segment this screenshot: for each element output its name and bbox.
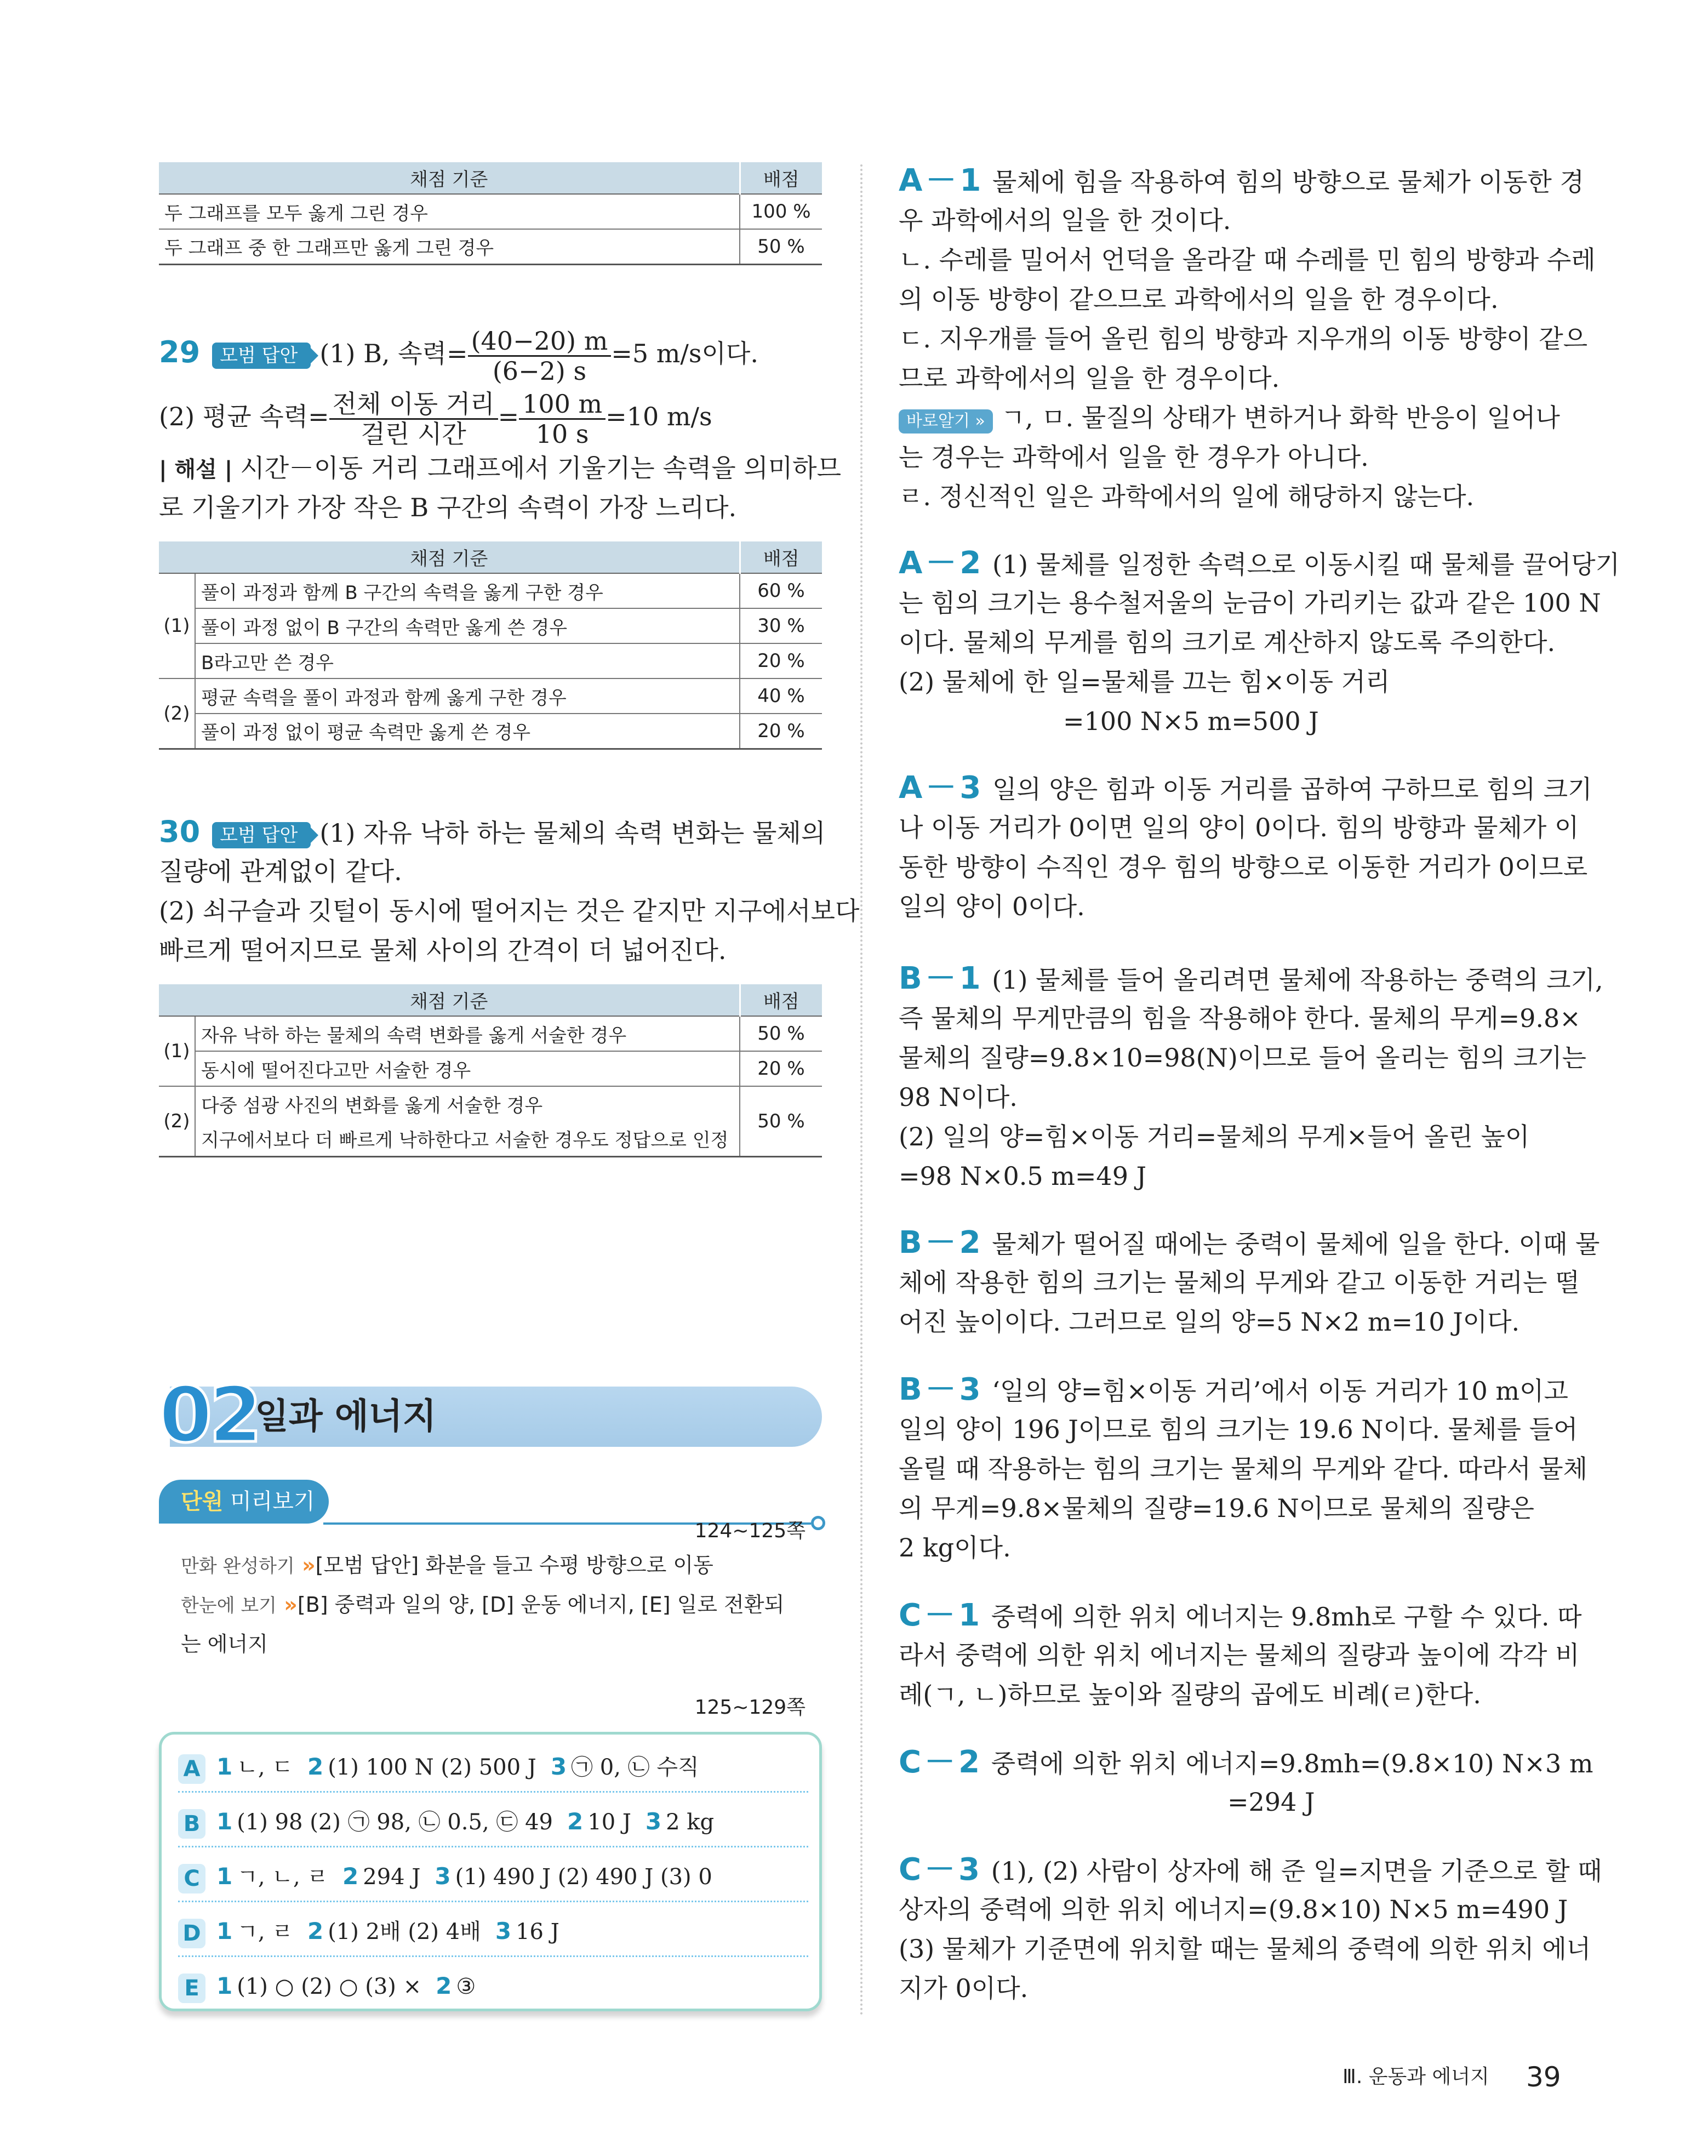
- answer-text: ㄱ, ㄹ: [237, 1919, 293, 1944]
- quick-note-badge: 바로알기 »: [899, 409, 993, 434]
- table-cell: 50 %: [740, 1086, 822, 1156]
- b2-line2: 체에 작용한 힘의 크기는 물체의 무게와 같고 이동한 거리는 떨: [899, 1268, 1580, 1297]
- c3-line3: (3) 물체가 기준면에 위치할 때는 물체의 중력에 의한 위치 에너: [899, 1934, 1591, 1964]
- table-group-label: (2): [159, 678, 195, 749]
- table-header: 채점 기준: [159, 162, 740, 194]
- b1-line2: 즉 물체의 무게만큼의 힘을 작용해야 한다. 물체의 무게=9.8×: [899, 1003, 1581, 1033]
- c2-line2: =294 J: [1227, 1787, 1315, 1817]
- answer-num: 1: [216, 1972, 233, 1999]
- answer-text: ㉠ 0, ㉡ 수직: [571, 1755, 699, 1780]
- a3-line1: [899, 768, 1592, 809]
- q29-text: (1) B, 속력=: [319, 339, 468, 368]
- preview-pages: 125~129쪽: [694, 1696, 806, 1719]
- item-heading: B－1: [899, 961, 984, 996]
- table-header: 배점: [740, 984, 822, 1016]
- a1-line1: [899, 161, 1584, 202]
- c3-line4: 지가 0이다.: [899, 1974, 1029, 2003]
- table-cell: 50 %: [740, 229, 822, 264]
- preview-row-text: [모범 답안] 화분을 들고 수평 방향으로 이동: [315, 1553, 713, 1577]
- table-cell: 20 %: [740, 643, 822, 678]
- answer-row-b: [178, 1796, 808, 1847]
- b1-line4: 98 N이다.: [899, 1082, 1018, 1112]
- answer-letter: E: [178, 1974, 205, 2003]
- fraction-denominator: (6−2) s: [492, 356, 587, 386]
- fraction-numerator: 100 m: [519, 390, 605, 420]
- model-answer-badge: 모범 답안: [212, 343, 311, 369]
- item-heading: C－1: [899, 1598, 984, 1633]
- answer-text: ㄴ, ㄷ: [237, 1755, 293, 1780]
- answer-num: 2: [307, 1918, 324, 1944]
- table-group-label: (1): [159, 1016, 195, 1086]
- table-header: 배점: [740, 541, 822, 573]
- c1-line2: 라서 중력에 의한 위치 에너지는 물체의 질량과 높이에 각각 비: [899, 1640, 1580, 1670]
- q30-answer-line3: (2) 쇠구슬과 깃털이 동시에 떨어지는 것은 같지만 지구에서보다: [159, 896, 860, 926]
- q29-text: =10 m/s: [605, 402, 712, 431]
- scoring-table-28: [159, 162, 822, 265]
- table-cell: 동시에 떨어진다고만 서술한 경우: [195, 1051, 740, 1086]
- b1-line6: =98 N×0.5 m=49 J: [899, 1161, 1147, 1191]
- q29-answer-line2: (2) 평균 속력= $\frac{\text{전체 이동 거리}}{\text{걸린 시간}}$ = $\frac{100 m}{10 s}$ =10 m/s: [159, 389, 712, 449]
- answer-text: 16 J: [516, 1919, 559, 1944]
- c3-line2: 상자의 중력에 의한 위치 에너지=(9.8×10) N×5 m=490 J: [899, 1895, 1568, 1924]
- c3-line1: [899, 1850, 1602, 1891]
- b3-line3: 올릴 때 작용하는 힘의 크기는 물체의 무게와 같다. 따라서 물체: [899, 1454, 1588, 1484]
- a3-line2: 나 이동 거리가 0이면 일의 양이 0이다. 힘의 방향과 물체가 이: [899, 813, 1579, 842]
- fraction-numerator: (40−20) m: [468, 327, 612, 357]
- item-text: 일의 양은 힘과 이동 거리를 곱하여 구하므로 힘의 크기: [992, 774, 1592, 804]
- column-divider: [860, 164, 862, 2017]
- item-text: (1) 물체를 들어 올리려면 물체에 작용하는 중력의 크기,: [992, 965, 1603, 995]
- q29-explanation-line2: 로 기울기가 가장 작은 B 구간의 속력이 가장 느리다.: [159, 493, 737, 522]
- fraction-numerator: 전체 이동 거리: [329, 390, 498, 420]
- answer-letter: D: [178, 1919, 205, 1948]
- preview-row-label: 한눈에 보기: [181, 1595, 277, 1617]
- table-header: 배점: [740, 162, 822, 194]
- table-cell: 60 %: [740, 573, 822, 608]
- item-text: 중력에 의한 위치 에너지는 9.8mh로 구할 수 있다. 따: [991, 1602, 1582, 1632]
- answer-num: 2: [436, 1972, 452, 1999]
- scoring-table-30: [159, 984, 822, 1157]
- table-cell: 20 %: [740, 714, 822, 749]
- item-text: (1), (2) 사람이 상자에 해 준 일=지면을 기준으로 할 때: [991, 1856, 1602, 1886]
- q29-text: =5 m/s이다.: [611, 339, 758, 368]
- question-number: 29: [159, 335, 201, 369]
- preview-row-label: 만화 완성하기: [181, 1555, 295, 1577]
- item-text: (1) 물체를 일정한 속력으로 이동시킬 때 물체를 끌어당기: [992, 550, 1620, 579]
- b2-line3: 어진 높이이다. 그러므로 일의 양=5 N×2 m=10 J이다.: [899, 1307, 1520, 1337]
- b3-line2: 일의 양이 196 J이므로 힘의 크기는 19.6 N이다. 물체를 들어: [899, 1414, 1578, 1444]
- answer-letter: B: [178, 1809, 205, 1839]
- answer-text: 294 J: [363, 1864, 421, 1890]
- fraction: [519, 390, 605, 448]
- answer-letter: C: [178, 1864, 205, 1893]
- fraction: [329, 390, 498, 448]
- explanation-text: 시간－이동 거리 그래프에서 기울기는 속력을 의미하므: [240, 453, 841, 483]
- b1-line3: 물체의 질량=9.8×10=98(N)이므로 들어 올리는 힘의 크기는: [899, 1043, 1586, 1073]
- a3-line3: 동한 방향이 수직인 경우 힘의 방향으로 이동한 거리가 0이므로: [899, 852, 1588, 882]
- a2-line3: 이다. 물체의 무게를 힘의 크기로 계산하지 않도록 주의한다.: [899, 628, 1556, 657]
- item-text: 중력에 의한 위치 에너지=9.8mh=(9.8×10) N×3 m: [991, 1749, 1593, 1778]
- answer-row-c: [178, 1851, 808, 1902]
- answer-text: 2 kg: [666, 1810, 715, 1835]
- item-heading: B－3: [899, 1372, 984, 1407]
- footer-unit-title: Ⅲ. 운동과 에너지: [1343, 2066, 1489, 2088]
- item-heading: A－2: [899, 545, 985, 581]
- b3-line1: [899, 1370, 1568, 1411]
- preview-row-1: 만화 완성하기 »[모범 답안] 화분을 들고 수평 방향으로 이동: [181, 1553, 713, 1577]
- answer-row-e: [178, 1960, 808, 2012]
- table-group-label: (1): [159, 573, 195, 678]
- a2-line2: 는 힘의 크기는 용수철저울의 눈금이 가리키는 값과 같은 100 N: [899, 588, 1601, 618]
- b2-line1: [899, 1223, 1600, 1264]
- q30-answer-line1: [159, 812, 825, 853]
- table-cell: 두 그래프 중 한 그래프만 옳게 그린 경우: [159, 229, 740, 264]
- b3-line5: 2 kg이다.: [899, 1533, 1011, 1562]
- answer-num: 3: [495, 1918, 512, 1944]
- q29-explanation-line1: | 해설 | 시간－이동 거리 그래프에서 기울기는 속력을 의미하므: [159, 453, 841, 483]
- item-heading: A－3: [899, 770, 985, 806]
- answer-summary-box: [159, 1732, 822, 2011]
- a1-line5: ㄷ. 지우개를 들어 올린 힘의 방향과 지우개의 이동 방향이 같으: [899, 324, 1588, 353]
- fraction: [468, 327, 612, 385]
- answer-num: 1: [216, 1918, 233, 1944]
- item-text: 물체에 힘을 작용하여 힘의 방향으로 물체가 이동한 경: [992, 167, 1584, 197]
- c2-line1: [899, 1743, 1593, 1783]
- q30-answer-line2: 질량에 관계없이 같다.: [159, 857, 402, 886]
- table-cell: 풀이 과정과 함께 B 구간의 속력을 옳게 구한 경우: [195, 573, 740, 608]
- a1-line4: 의 이동 방향이 같으므로 과학에서의 일을 한 경우이다.: [899, 284, 1499, 314]
- scoring-table-29: [159, 541, 822, 750]
- answer-text: ㄱ, ㄴ, ㄹ: [237, 1864, 329, 1890]
- answer-text: (1) ○ (2) ○ (3) ×: [237, 1974, 422, 1999]
- answer-num: 3: [550, 1753, 567, 1780]
- b3-line4: 의 무게=9.8×물체의 질량=19.6 N이므로 물체의 질량은: [899, 1493, 1534, 1523]
- a1-line6: 므로 과학에서의 일을 한 경우이다.: [899, 363, 1280, 393]
- answer-num: 1: [216, 1753, 233, 1780]
- q30-answer-line4: 빠르게 떨어지므로 물체 사이의 간격이 더 넓어진다.: [159, 936, 727, 965]
- table-cell: 평균 속력을 풀이 과정과 함께 옳게 구한 경우: [195, 678, 740, 714]
- a1-line8: 는 경우는 과학에서 일을 한 경우가 아니다.: [899, 442, 1369, 472]
- item-text: ㄱ, ㅁ. 물질의 상태가 변하거나 화학 반응이 일어나: [1001, 403, 1560, 432]
- preview-row-2: 한눈에 보기 »[B] 중력과 일의 양, [D] 운동 에너지, [E] 일로 전환되: [181, 1593, 785, 1617]
- table-cell: 50 %: [740, 1016, 822, 1051]
- answer-num: 3: [435, 1863, 451, 1890]
- table-cell: 풀이 과정 없이 평균 속력만 옳게 쓴 경우: [195, 714, 740, 749]
- table-cell: 다중 섬광 사진의 변화를 옳게 서술한 경우: [201, 1095, 543, 1117]
- fraction-denominator: 10 s: [535, 419, 589, 449]
- q29-answer-line1: [159, 322, 758, 385]
- answer-row-a: [178, 1741, 808, 1793]
- explanation-label: 해설: [174, 457, 217, 482]
- table-cell: 두 그래프를 모두 옳게 그린 경우: [159, 194, 740, 229]
- a2-line5: =100 N×5 m=500 J: [1063, 706, 1319, 736]
- answer-num: 2: [567, 1808, 584, 1835]
- question-number: 30: [159, 814, 201, 849]
- answer-text: (1) 98 (2) ㉠ 98, ㉡ 0.5, ㉢ 49: [237, 1810, 553, 1835]
- q30-text: (1) 자유 낙하 하는 물체의 속력 변화는 물체의: [319, 818, 826, 848]
- a1-line3: ㄴ. 수레를 밀어서 언덕을 올라갈 때 수레를 민 힘의 방향과 수레: [899, 245, 1596, 275]
- answer-text: (1) 2배 (2) 4배: [328, 1919, 481, 1944]
- table-cell: B라고만 쓴 경우: [195, 643, 740, 678]
- table-group-label: (2): [159, 1086, 195, 1156]
- answer-text: ③: [456, 1974, 476, 1999]
- item-text: ‘일의 양=힘×이동 거리’에서 이동 거리가 10 m이고: [992, 1376, 1568, 1406]
- answer-num: 2: [342, 1863, 359, 1890]
- c1-line1: [899, 1596, 1582, 1636]
- answer-text: (1) 490 J (2) 490 J (3) 0: [455, 1864, 712, 1890]
- b1-line1: [899, 959, 1603, 1000]
- answer-num: 3: [645, 1808, 662, 1835]
- item-text: 물체가 떨어질 때에는 중력이 물체에 일을 한다. 이때 물: [992, 1229, 1600, 1259]
- preview-row-2-cont: 는 에너지: [181, 1632, 268, 1656]
- table-cell: 자유 낙하 하는 물체의 속력 변화를 옳게 서술한 경우: [195, 1016, 740, 1051]
- section-number: 02: [159, 1371, 259, 1460]
- answer-num: 1: [216, 1863, 233, 1890]
- unit-preview-word1: 단원: [181, 1489, 224, 1514]
- table-cell: 풀이 과정 없이 B 구간의 속력만 옳게 쓴 경우: [195, 608, 740, 643]
- c1-line3: 례(ㄱ, ㄴ)하므로 높이와 질량의 곱에도 비례(ㄹ)한다.: [899, 1680, 1481, 1709]
- preview-pages: 124~125쪽: [694, 1520, 806, 1542]
- preview-row-text: [B] 중력과 일의 양, [D] 운동 에너지, [E] 일로 전환되: [297, 1593, 785, 1617]
- unit-preview-word2: 미리보기: [230, 1489, 315, 1514]
- table-cell: 지구에서보다 더 빠르게 낙하한다고 서술한 경우도 정답으로 인정: [195, 1121, 740, 1156]
- answer-text: 10 J: [587, 1810, 631, 1835]
- section-title: 일과 에너지: [255, 1396, 437, 1437]
- fraction-denominator: 걸린 시간: [361, 419, 466, 449]
- b1-line5: (2) 일의 양=힘×이동 거리=물체의 무게×들어 올린 높이: [899, 1122, 1530, 1151]
- answer-row-d: [178, 1906, 808, 1957]
- page-number: 39: [1526, 2061, 1561, 2093]
- answer-text: (1) 100 N (2) 500 J: [328, 1755, 536, 1780]
- model-answer-badge: 모범 답안: [212, 822, 311, 848]
- a3-line4: 일의 양이 0이다.: [899, 892, 1085, 921]
- answer-num: 2: [307, 1753, 324, 1780]
- table-cell: 40 %: [740, 678, 822, 714]
- a1-line9: ㄹ. 정신적인 일은 과학에서의 일에 해당하지 않는다.: [899, 482, 1475, 511]
- q29-text: (2) 평균 속력=: [159, 402, 329, 431]
- unit-preview-label: [159, 1480, 329, 1524]
- answer-num: 1: [216, 1808, 233, 1835]
- preview-rule-end: [811, 1516, 825, 1530]
- a1-line2: 우 과학에서의 일을 한 것이다.: [899, 206, 1231, 235]
- item-heading: B－2: [899, 1225, 984, 1260]
- answer-letter: A: [178, 1754, 205, 1784]
- item-heading: C－2: [899, 1744, 984, 1780]
- table-header: 채점 기준: [159, 984, 740, 1016]
- table-cell: 30 %: [740, 608, 822, 643]
- a2-line1: [899, 544, 1620, 584]
- item-heading: A－1: [899, 163, 985, 198]
- item-heading: C－3: [899, 1852, 984, 1887]
- a2-line4: (2) 물체에 한 일=물체를 끄는 힘×이동 거리: [899, 667, 1390, 697]
- table-cell: 20 %: [740, 1051, 822, 1086]
- a1-line7: [899, 398, 1560, 437]
- table-header: 채점 기준: [159, 541, 740, 573]
- table-cell: 100 %: [740, 194, 822, 229]
